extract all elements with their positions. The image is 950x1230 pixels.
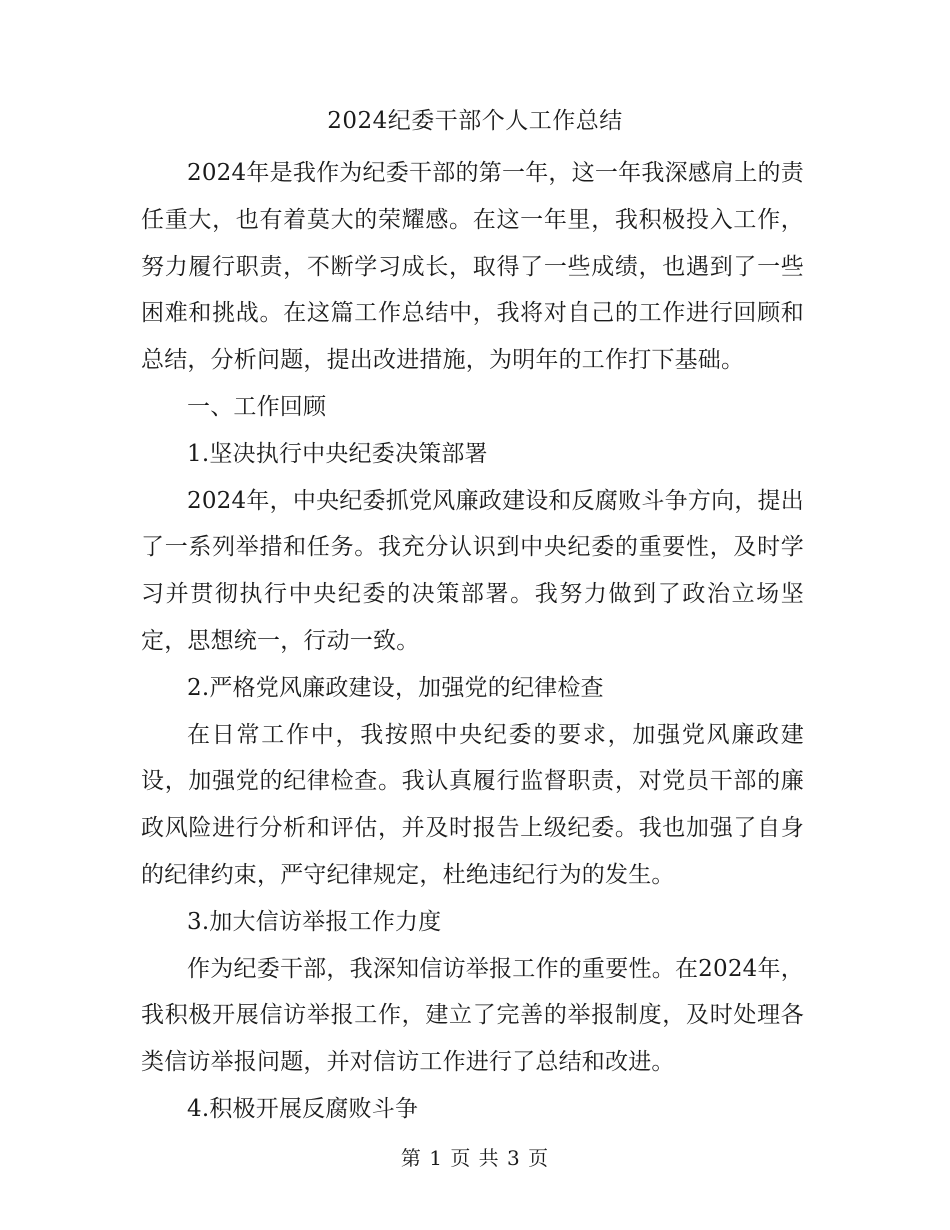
paragraph-intro: 2024年是我作为纪委干部的第一年，这一年我深感肩上的责任重大，也有着莫大的荣耀感。在这一年里，我积极投入工作，努力履行职责，不断学习成长，取得了一些成绩，也遇到了一些困难和挑战。在这篇工作总结中，我将对自己的工作进行回顾和总结，分析问题，提出改进措施，为明年的工作打下基础。 (141, 160, 804, 374)
paragraph-1: 2024年，中央纪委抓党风廉政建设和反腐败斗争方向，提出了一系列举措和任务。我充分认识到中央纪委的重要性，及时学习并贯彻执行中央纪委的决策部署。我努力做到了政治立场坚定，思想统一，行动一致。 (141, 487, 804, 654)
subheading-2: 2.严格党风廉政建设，加强党的纪律检查 (187, 674, 604, 701)
page-number-footer: 第 1 页 共 3 页 (400, 1146, 550, 1170)
subheading-4: 4.积极开展反腐败斗争 (187, 1095, 419, 1122)
subheading-3: 3.加大信访举报工作力度 (187, 908, 442, 935)
paragraph-3: 作为纪委干部，我深知信访举报工作的重要性。在2024年，我积极开展信访举报工作，建立了完善的举报制度，及时处理各类信访举报问题，并对信访工作进行了总结和改进。 (141, 955, 804, 1076)
document-title: 2024纪委干部个人工作总结 (327, 108, 623, 134)
paragraph-2: 在日常工作中，我按照中央纪委的要求，加强党风廉政建设，加强党的纪律检查。我认真履行监督职责，对党员干部的廉政风险进行分析和评估，并及时报告上级纪委。我也加强了自身的纪律约束，严守纪律规定，杜绝违纪行为的发生。 (141, 721, 804, 888)
document-body (141, 150, 804, 1133)
section-heading-review: 一、工作回顾 (187, 393, 327, 420)
subheading-1: 1.坚决执行中央纪委决策部署 (187, 440, 488, 467)
